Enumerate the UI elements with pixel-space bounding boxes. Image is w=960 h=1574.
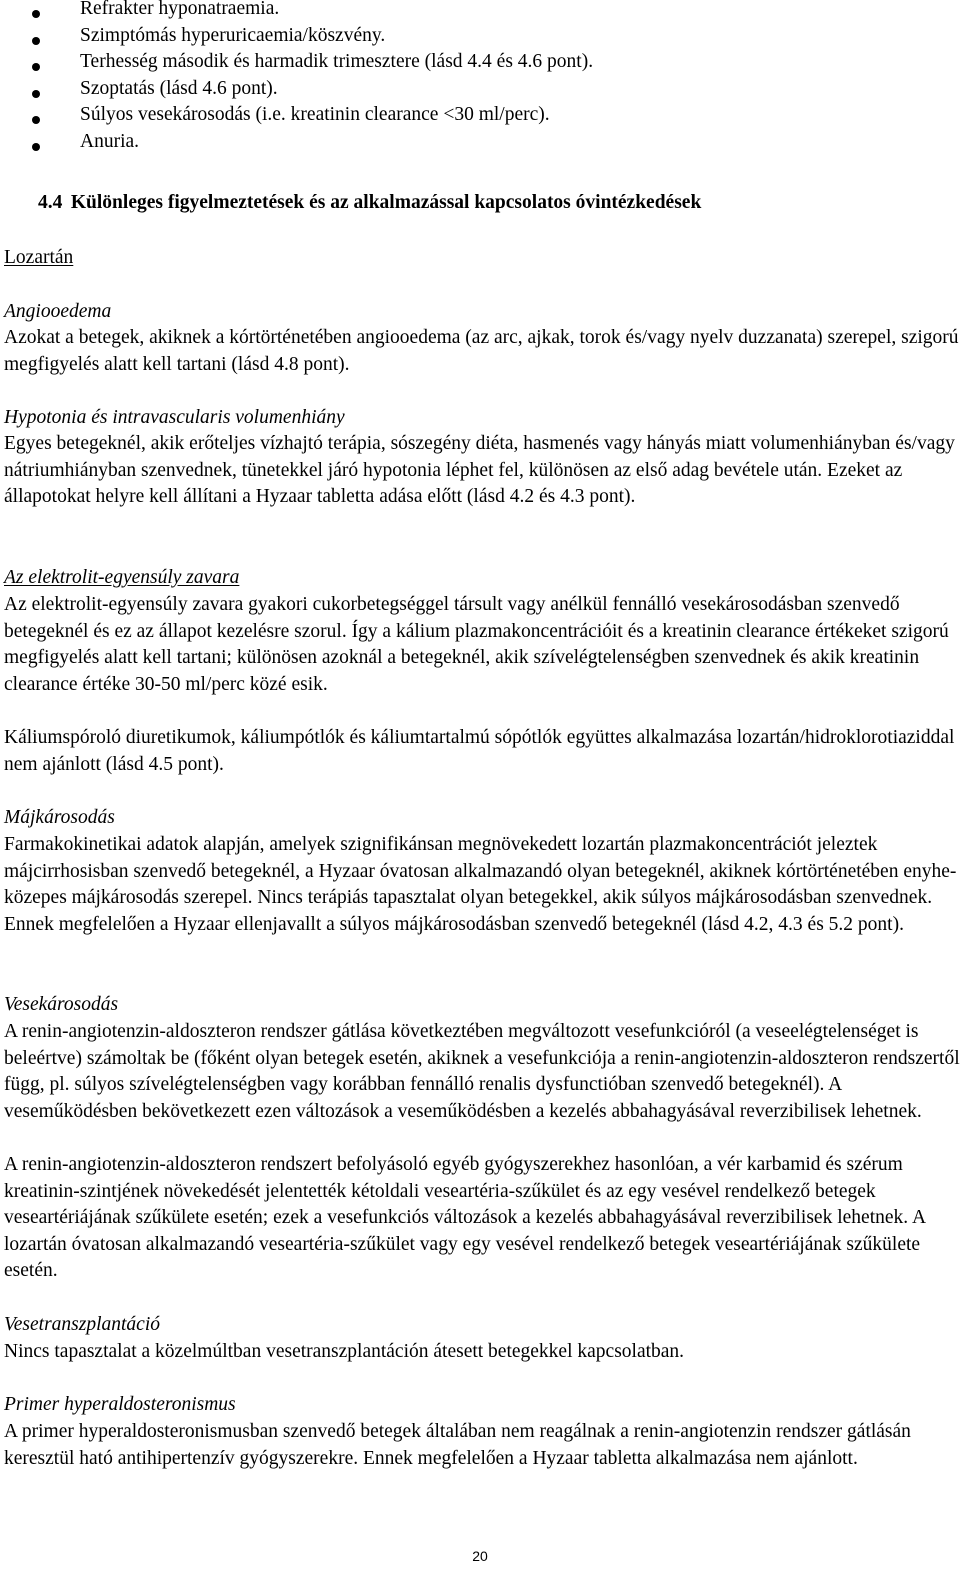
hypotonia-title: Hypotonia és intravascularis volumenhiány: [4, 407, 345, 428]
angio-body: Azokat a betegek, akiknek a kórtörténetében angiooedema (az arc, ajkak, torok és/vagy nyelv duzzanata) szerepel, szigorú megfigyelés alatt kell tartani (lásd 4.8 pont).: [4, 327, 959, 375]
bullet-icon: [32, 90, 40, 98]
electrolyte-body-2: Káliumspóroló diuretikumok, káliumpótlók és káliumtartalmú sópótlók együttes alkalmazása lozartán/hidroklorotiaziddal nem ajánlott (lásd 4.5 pont).: [4, 727, 955, 775]
section-heading: [38, 192, 701, 214]
bullet-icon: [32, 116, 40, 124]
hyperaldo-title: Primer hyperaldosteronismus: [4, 1394, 236, 1415]
angio-title: Angiooedema: [4, 301, 112, 322]
bullet-icon: [32, 63, 40, 71]
losartan-heading: Lozartán: [4, 247, 74, 268]
electrolyte-body: Az elektrolit-egyensúly zavara gyakori cukorbetegséggel társult vagy anélkül fennálló vesekárosodásban szenvedő betegeknél és ez az állapot kezelésre szorul. Így a kálium plazmakoncentrációit és a kreatinin clearance értékeket szigorú megfigyelés alatt kell tartani; különösen azoknál a betegeknél, akik szívelégtelenségben szenvednek és akik kreatinin clearance értéke 30-50 ml/perc közé esik.: [4, 594, 949, 695]
bullet-icon: [32, 37, 40, 45]
transplant-title: Vesetranszplantáció: [4, 1314, 160, 1335]
section-title: Különleges figyelmeztetések és az alkalmazással kapcsolatos óvintézkedések: [70, 192, 702, 213]
bullet-icon: [32, 10, 40, 18]
document-page: Refrakter hyponatraemia. Szimptómás hyperuricaemia/köszvény. Terhesség második és harmadik trimesztere (lásd 4.4 és 4.6 pont). Szoptatás (lásd 4.6 pont). Súlyos vesekárosodás (i.e. kreatinin clearance <30 ml/perc). Anuria. 4.4 Különleges figyelmeztetések és az alkalmazással kapcsolatos óvintézkedések Lozartán Angiooedema Azokat a betegek, akiknek a kórtörténetében angiooedema (az arc, ajkak, torok és/vagy nyelv duzzanata) szerepel, szigorú megfigyelés alatt kell tartani (lásd 4.8 pont). Hypotonia és intravascularis volumenhiány Egyes betegeknél, akik erőteljes vízhajtó terápia, sószegény diéta, hasmenés vagy hányás miatt volumenhiányban és/vagy nátriumhiányban szenvednek, tünetekkel járó hypotonia léphet fel, különösen az első adag bevétele után. Ezeket az állapotokat helyre kell állítani a Hyzaar tabletta adása előtt (lásd 4.2 és 4.3 pont). Az elektrolit-egyensúly zavara Az elektrolit-egyensúly zavara gyakori cukorbetegséggel társult vagy anélkül fennálló vesekárosodásban szenvedő betegeknél és ez az állapot kezelésre szorul. Így a kálium plazmakoncentrációit és a kreatinin clearance értékeket szigorú megfigyelés alatt kell tartani; különösen azoknál a betegeknél, akik szívelégtelenségben szenvednek és akik kreatinin clearance értéke 30-50 ml/perc közé esik. Káliumspóroló diuretikumok, káliumpótlók és káliumtartalmú sópótlók együttes alkalmazása lozartán/hidroklorotiaziddal nem ajánlott (lásd 4.5 pont). Májkárosodás Farmakokinetikai adatok alapján, amelyek szignifikánsan megnövekedett lozartán plazmakoncentrációt jeleztek májcirrhosisban szenvedő betegeknél, a Hyzaar óvatosan alkalmazandó olyan betegeknél, akiknek kórtörténetében enyhe-közepes májkárosodás szerepel. Nincs terápiás tapasztalat olyan betegekkel, akik súlyos májkárosodásban szenvednek. Ennek megfelelően a Hyzaar ellenjavallt a súlyos májkárosodásban szenvedő betegeknél (lásd 4.2, 4.3 és 5.2 pont). Vesekárosodás A renin-angiotenzin-aldoszteron rendszer gátlása következtében megváltozott vesefunkcióról (a veseelégtelenséget is beleértve) számoltak be (főként olyan betegek esetén, akiknek a vesefunkciója a renin-angiotenzin-aldoszteron rendszertől függ, pl. súlyos szívelégtelenségben vagy korábban fennálló renalis dysfunctióban szenvedő betegeknél). A veseműködésben bekövetkezett ezen változások a veseműködésben a kezelés abbahagyásával reverzibilisek lehetnek. A renin-angiotenzin-aldoszteron rendszert befolyásoló egyéb gyógyszerekhez hasonlóan, a vér karbamid és szérum kreatinin-szintjének növekedését jelentették kétoldali veseartéria-szűkület és az egy vesével rendelkező betegek veseartériájának szűkülete esetén; ezek a vesefunkciós változások a kezelés abbahagyásával reverzibilisek lehetnek. A lozartán óvatosan alkalmazandó veseartéria-szűkület vagy egy vesével rendelkező betegek veseartériájának szűkülete esetén. Vesetranszplantáció Nincs tapasztalat a közelmúltban vesetranszplantáción átesett betegekkel kapcsolatban. Primer hyperaldosteronismus A primer hyperaldosteronismusban szenvedő betegek általában nem reagálnak a renin-angiotenzin rendszer gátlásán keresztül ható antihipertenzív gyógyszerekre. Ennek megfelelően a Hyzaar tabletta alkalmazása nem ajánlott. 20: [0, 0, 960, 1574]
hyperaldo-body: A primer hyperaldosteronismusban szenvedő betegek általában nem reagálnak a renin-angiotenzin rendszer gátlásán keresztül ható antihipertenzív gyógyszerekre. Ennek megfelelően a Hyzaar tabletta alkalmazása nem ajánlott.: [4, 1421, 911, 1469]
electrolyte-title: Az elektrolit-egyensúly zavara: [4, 567, 240, 588]
transplant-body: Nincs tapasztalat a közelmúltban vesetranszplantáción átesett betegekkel kapcsolatban.: [4, 1341, 685, 1362]
liver-title: Májkárosodás: [4, 807, 115, 828]
kidney-body-2: A renin-angiotenzin-aldoszteron rendszert befolyásoló egyéb gyógyszerekhez hasonlóan, a vér karbamid és szérum kreatinin-szintjének növekedését jelentették kétoldali veseartéria-szűkület és az egy vesével rendelkező betegek veseartériájának szűkülete esetén; ezek a vesefunkciós változások a kezelés abbahagyásával reverzibilisek lehetnek. A lozartán óvatosan alkalmazandó veseartéria-szűkület vagy egy vesével rendelkező betegek veseartériájának szűkülete esetén.: [4, 1154, 925, 1282]
kidney-title: Vesekárosodás: [4, 994, 119, 1015]
section-number: 4.4: [38, 192, 63, 213]
liver-body: Farmakokinetikai adatok alapján, amelyek szignifikánsan megnövekedett lozartán plazmakoncentrációt jeleztek májcirrhosisban szenvedő betegeknél, a Hyzaar óvatosan alkalmazandó olyan betegeknél, akiknek kórtörténetében enyhe-közepes májkárosodás szerepel. Nincs terápiás tapasztalat olyan betegekkel, akik súlyos májkárosodásban szenvednek. Ennek megfelelően a Hyzaar ellenjavallt a súlyos májkárosodásban szenvedő betegeknél (lásd 4.2, 4.3 és 5.2 pont).: [4, 834, 957, 935]
hypotonia-body: Egyes betegeknél, akik erőteljes vízhajtó terápia, sószegény diéta, hasmenés vagy hányás miatt volumenhiányban és/vagy nátriumhiányban szenvednek, tünetekkel járó hypotonia léphet fel, különösen az első adag bevétele után. Ezeket az állapotokat helyre kell állítani a Hyzaar tabletta adása előtt (lásd 4.2 és 4.3 pont).: [4, 433, 955, 508]
bullet-icon: [32, 143, 40, 151]
page-number: 20: [472, 1548, 488, 1564]
kidney-body: A renin-angiotenzin-aldoszteron rendszer gátlása következtében megváltozott vesefunkcióról (a veseelégtelenséget is beleértve) számoltak be (főként olyan betegek esetén, akiknek a vesefunkciója a renin-angiotenzin-aldoszteron rendszertől függ, pl. súlyos szívelégtelenségben vagy korábban fennálló renalis dysfunctióban szenvedő betegeknél). A veseműködésben bekövetkezett ezen változások a veseműködésben a kezelés abbahagyásával reverzibilisek lehetnek.: [4, 1021, 960, 1122]
